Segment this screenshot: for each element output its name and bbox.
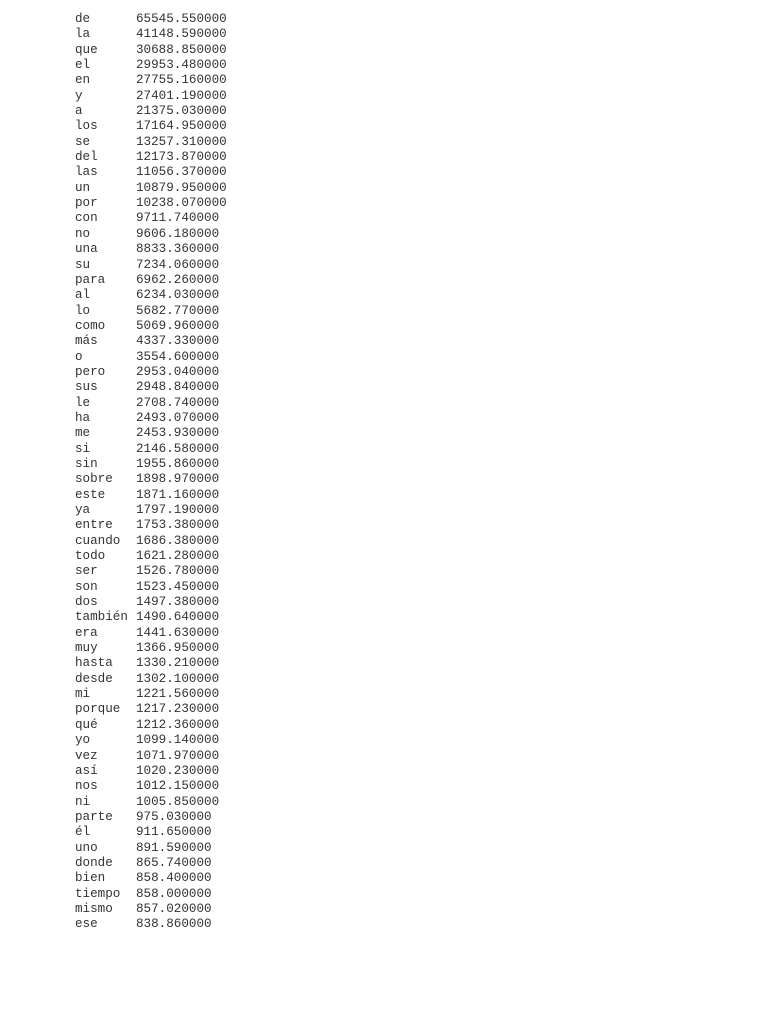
frequency-cell: 975.030000 xyxy=(136,809,212,824)
word-cell: los xyxy=(75,119,98,134)
list-item xyxy=(75,165,227,180)
list-item xyxy=(75,119,227,134)
list-item xyxy=(75,841,227,856)
frequency-cell: 6962.260000 xyxy=(136,272,220,287)
list-item xyxy=(75,672,227,687)
list-item xyxy=(75,273,227,288)
frequency-cell: 1302.100000 xyxy=(136,671,220,686)
list-item xyxy=(75,917,227,932)
frequency-cell: 1797.190000 xyxy=(136,503,220,517)
list-item xyxy=(75,702,227,717)
frequency-cell: 2708.740000 xyxy=(136,395,220,410)
frequency-cell: 1871.160000 xyxy=(136,487,220,502)
word-cell: ni xyxy=(75,794,91,809)
list-item xyxy=(75,135,227,150)
word-cell: se xyxy=(75,134,91,149)
list-item xyxy=(75,795,227,810)
list-item xyxy=(75,89,227,104)
list-item xyxy=(75,564,227,579)
word-cell: él xyxy=(75,825,91,840)
word-cell: por xyxy=(75,196,98,211)
word-cell: qué xyxy=(75,717,98,732)
word-cell: hasta xyxy=(75,656,113,671)
frequency-cell: 1071.970000 xyxy=(136,748,220,763)
frequency-cell: 29953.480000 xyxy=(136,58,227,73)
word-cell: yo xyxy=(75,733,91,748)
frequency-cell: 41148.590000 xyxy=(136,27,227,42)
word-cell: ese xyxy=(75,917,98,932)
word-cell: en xyxy=(75,73,91,88)
frequency-cell: 2953.040000 xyxy=(136,364,220,379)
word-cell: como xyxy=(75,318,106,333)
word-cell: y xyxy=(75,88,83,103)
frequency-cell: 27755.160000 xyxy=(136,73,227,88)
frequency-cell: 5682.770000 xyxy=(136,303,220,318)
frequency-cell: 1012.150000 xyxy=(136,779,220,794)
frequency-cell: 911.650000 xyxy=(136,825,212,840)
frequency-cell: 1212.360000 xyxy=(136,717,220,732)
list-item xyxy=(75,304,227,319)
frequency-cell: 858.000000 xyxy=(136,886,212,901)
list-item xyxy=(75,902,227,917)
list-item xyxy=(75,549,227,564)
word-cell: la xyxy=(75,27,91,42)
frequency-cell: 1005.850000 xyxy=(136,794,220,809)
frequency-cell: 857.020000 xyxy=(136,901,212,916)
word-cell: mismo xyxy=(75,901,113,916)
word-cell: donde xyxy=(75,855,113,870)
frequency-cell: 1330.210000 xyxy=(136,656,220,671)
word-cell: un xyxy=(75,180,91,195)
word-cell: lo xyxy=(75,303,91,318)
frequency-cell: 30688.850000 xyxy=(136,42,227,57)
list-item xyxy=(75,779,227,794)
list-item xyxy=(75,810,227,825)
list-item xyxy=(75,595,227,610)
list-item xyxy=(75,227,227,242)
frequency-cell: 65545.550000 xyxy=(136,12,227,26)
word-cell: al xyxy=(75,288,91,303)
frequency-cell: 3554.600000 xyxy=(136,349,220,364)
word-cell: no xyxy=(75,226,91,241)
list-item xyxy=(75,488,227,503)
list-item xyxy=(75,626,227,641)
frequency-cell: 9606.180000 xyxy=(136,226,220,241)
frequency-cell: 1366.950000 xyxy=(136,641,220,656)
list-item xyxy=(75,396,227,411)
list-item xyxy=(75,73,227,88)
list-item xyxy=(75,258,227,273)
frequency-cell: 1955.860000 xyxy=(136,456,220,471)
list-item xyxy=(75,365,227,380)
frequency-cell: 11056.370000 xyxy=(136,165,227,180)
word-cell: porque xyxy=(75,702,121,717)
list-item xyxy=(75,457,227,472)
word-cell: su xyxy=(75,257,91,272)
list-item xyxy=(75,242,227,257)
list-item xyxy=(75,887,227,902)
list-item xyxy=(75,749,227,764)
list-item xyxy=(75,856,227,871)
frequency-cell: 1490.640000 xyxy=(136,610,220,625)
word-cell: ser xyxy=(75,564,98,579)
list-item xyxy=(75,181,227,196)
frequency-cell: 13257.310000 xyxy=(136,134,227,149)
word-cell: parte xyxy=(75,809,113,824)
list-item xyxy=(75,764,227,779)
frequency-cell: 1898.970000 xyxy=(136,472,220,487)
word-cell: cuando xyxy=(75,533,121,548)
list-item xyxy=(75,27,227,42)
frequency-cell: 7234.060000 xyxy=(136,257,220,272)
word-cell: ha xyxy=(75,410,91,425)
list-item xyxy=(75,58,227,73)
list-item xyxy=(75,334,227,349)
word-cell: sobre xyxy=(75,472,113,487)
list-item xyxy=(75,733,227,748)
word-cell: el xyxy=(75,58,91,73)
list-item xyxy=(75,104,227,119)
list-item xyxy=(75,718,227,733)
list-item xyxy=(75,12,227,27)
word-cell: este xyxy=(75,487,106,502)
word-cell: mi xyxy=(75,687,91,702)
frequency-cell: 6234.030000 xyxy=(136,288,220,303)
word-cell: sus xyxy=(75,380,98,395)
list-item xyxy=(75,580,227,595)
frequency-cell: 2453.930000 xyxy=(136,426,220,441)
word-cell: pero xyxy=(75,364,106,379)
word-cell: sin xyxy=(75,456,98,471)
frequency-cell: 1621.280000 xyxy=(136,549,220,564)
word-cell: era xyxy=(75,625,98,640)
frequency-cell: 2948.840000 xyxy=(136,380,220,395)
word-cell: ya xyxy=(75,503,91,517)
list-item xyxy=(75,871,227,886)
list-item xyxy=(75,641,227,656)
frequency-cell: 1686.380000 xyxy=(136,533,220,548)
word-cell: todo xyxy=(75,549,106,564)
frequency-cell: 1753.380000 xyxy=(136,518,220,533)
frequency-cell: 858.400000 xyxy=(136,871,212,886)
list-item xyxy=(75,442,227,457)
frequency-cell: 1020.230000 xyxy=(136,763,220,778)
list-item xyxy=(75,825,227,840)
list-item xyxy=(75,380,227,395)
frequency-cell: 1217.230000 xyxy=(136,702,220,717)
list-item xyxy=(75,411,227,426)
frequency-cell: 17164.950000 xyxy=(136,119,227,134)
word-cell: para xyxy=(75,272,106,287)
word-cell: de xyxy=(75,12,91,26)
word-cell: con xyxy=(75,211,98,226)
list-item xyxy=(75,150,227,165)
list-item xyxy=(75,518,227,533)
word-cell: vez xyxy=(75,748,98,763)
word-cell: o xyxy=(75,349,83,364)
frequency-cell: 8833.360000 xyxy=(136,242,220,257)
word-cell: una xyxy=(75,242,98,257)
word-cell: así xyxy=(75,763,98,778)
frequency-cell: 10879.950000 xyxy=(136,180,227,195)
frequency-cell: 1221.560000 xyxy=(136,687,220,702)
list-item xyxy=(75,196,227,211)
word-cell: del xyxy=(75,150,98,165)
list-item xyxy=(75,534,227,549)
list-item xyxy=(75,211,227,226)
frequency-cell: 2146.580000 xyxy=(136,441,220,456)
list-item xyxy=(75,43,227,58)
list-item xyxy=(75,319,227,334)
word-cell: son xyxy=(75,579,98,594)
frequency-cell: 1441.630000 xyxy=(136,625,220,640)
word-cell: le xyxy=(75,395,91,410)
frequency-cell: 838.860000 xyxy=(136,917,212,932)
word-cell: nos xyxy=(75,779,98,794)
word-cell: desde xyxy=(75,671,113,686)
word-cell: si xyxy=(75,441,91,456)
word-cell: tiempo xyxy=(75,886,121,901)
word-cell: muy xyxy=(75,641,98,656)
frequency-cell: 1526.780000 xyxy=(136,564,220,579)
list-item xyxy=(75,288,227,303)
frequency-cell: 1523.450000 xyxy=(136,579,220,594)
word-cell: entre xyxy=(75,518,113,533)
frequency-cell: 4337.330000 xyxy=(136,334,220,349)
frequency-cell: 1099.140000 xyxy=(136,733,220,748)
word-frequency-list xyxy=(75,12,227,933)
frequency-cell: 21375.030000 xyxy=(136,104,227,119)
list-item xyxy=(75,687,227,702)
word-cell: me xyxy=(75,426,91,441)
list-item xyxy=(75,610,227,625)
word-cell: uno xyxy=(75,840,98,855)
word-cell: bien xyxy=(75,871,106,886)
word-cell: también xyxy=(75,610,128,625)
frequency-cell: 1497.380000 xyxy=(136,595,220,610)
frequency-cell: 27401.190000 xyxy=(136,88,227,103)
list-item xyxy=(75,503,227,518)
frequency-cell: 12173.870000 xyxy=(136,150,227,165)
frequency-cell: 10238.070000 xyxy=(136,196,227,211)
word-cell: a xyxy=(75,104,83,119)
word-cell: dos xyxy=(75,595,98,610)
word-cell: las xyxy=(75,165,98,180)
list-item xyxy=(75,426,227,441)
word-cell: que xyxy=(75,42,98,57)
frequency-cell: 891.590000 xyxy=(136,840,212,855)
list-item xyxy=(75,350,227,365)
frequency-cell: 5069.960000 xyxy=(136,318,220,333)
frequency-cell: 2493.070000 xyxy=(136,410,220,425)
frequency-cell: 865.740000 xyxy=(136,855,212,870)
list-item xyxy=(75,472,227,487)
list-item xyxy=(75,656,227,671)
word-cell: más xyxy=(75,334,98,349)
frequency-cell: 9711.740000 xyxy=(136,211,220,226)
